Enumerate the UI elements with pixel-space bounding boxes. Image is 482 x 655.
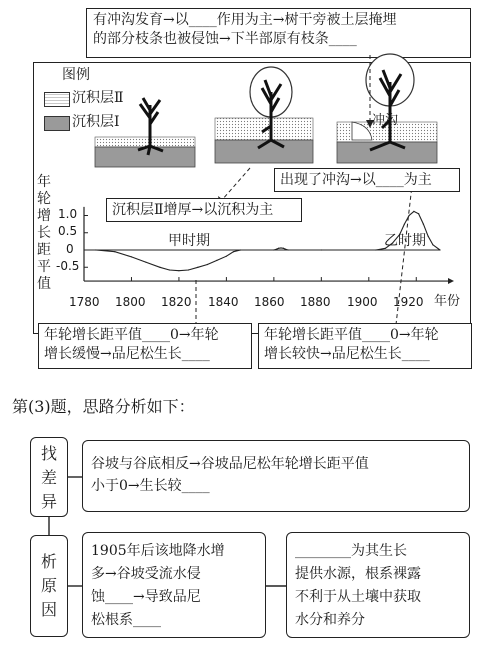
- x-tick-1820: 1820: [161, 295, 192, 309]
- y-axis-label-char: 年: [37, 174, 51, 190]
- reason-label-char-2: 原: [40, 576, 57, 595]
- reason-label-char-1: 析: [40, 552, 57, 571]
- thickening-annotation-text: 沉积层Ⅱ增厚→以沉积为主: [112, 202, 274, 218]
- period-b-line1: 年轮增长距平值____0→年轮: [264, 327, 439, 343]
- y-axis-label-char: 长: [37, 225, 51, 241]
- x-tick-1900: 1900: [347, 295, 378, 309]
- legend-label-layer1: 沉积层Ⅰ: [72, 114, 120, 130]
- top-annotation-line1: 有冲沟发育→以____作用为主→树干旁被土层掩埋: [93, 12, 397, 28]
- y-axis-label-char: 距: [37, 242, 51, 258]
- y-axis-label-char: 平: [37, 259, 51, 275]
- gully-label: 冲沟: [372, 113, 399, 128]
- y-axis-label-char: 轮: [37, 191, 51, 207]
- top-annotation-line2: 的部分枝条也被侵蚀→下半部原有枝条____: [93, 31, 357, 47]
- x-tick-1840: 1840: [208, 295, 239, 309]
- reason-middle-line1: 1905年后该地降水增: [91, 543, 225, 559]
- reason-right-line2: 提供水源，根系裸露: [295, 566, 421, 582]
- find-difference-line1: 谷坡与谷底相反→谷坡品尼松年轮增长距平值: [91, 456, 369, 472]
- legend-title: 图例: [62, 67, 90, 83]
- period-a-line1: 年轮增长距平值____0→年轮: [44, 327, 219, 343]
- x-tick-1920: 1920: [393, 295, 424, 309]
- reason-middle-line3: 蚀____→导致品尼: [91, 589, 201, 605]
- y-axis-label-char: 值: [37, 276, 51, 292]
- reason-right-line4: 水分和养分: [295, 612, 365, 628]
- find-difference-line2: 小于0→生长较____: [91, 478, 210, 494]
- gully-annotation-text: 出现了冲沟→以____为主: [280, 172, 432, 188]
- legend-label-layer2: 沉积层Ⅱ: [72, 90, 124, 106]
- find-label-char-3: 异: [40, 492, 57, 511]
- reason-right-line1: ________为其生长: [295, 543, 407, 559]
- y-axis-label-char: 增: [37, 208, 51, 224]
- x-tick-1880: 1880: [300, 295, 331, 309]
- find-label-char-2: 差: [40, 468, 57, 487]
- y-tick-0: 0: [66, 242, 74, 256]
- find-label-char-1: 找: [40, 444, 57, 463]
- y-tick-1.0: 1.0: [58, 207, 78, 221]
- x-axis-label: 年份: [434, 294, 461, 309]
- y-tick-minus-0.5: -0.5: [56, 259, 80, 273]
- period-b-line2: 增长较快→品尼松生长____: [264, 346, 430, 362]
- x-tick-1860: 1860: [254, 295, 285, 309]
- period-a-label: 甲时期: [168, 233, 210, 249]
- y-tick-0.5: 0.5: [58, 224, 78, 238]
- reason-middle-line2: 多→谷坡受流水侵: [91, 566, 201, 582]
- x-tick-1800: 1800: [115, 295, 146, 309]
- question-3-title: 第(3)题，思路分析如下：: [12, 397, 195, 416]
- reason-right-line3: 不利于从土壤中获取: [295, 589, 421, 605]
- reason-label-char-3: 因: [40, 600, 57, 619]
- x-tick-1780: 1780: [69, 295, 100, 309]
- period-a-line2: 增长缓慢→品尼松生长____: [44, 346, 210, 362]
- period-b-label: 乙时期: [384, 233, 426, 249]
- reason-middle-line4: 松根系____: [91, 612, 161, 628]
